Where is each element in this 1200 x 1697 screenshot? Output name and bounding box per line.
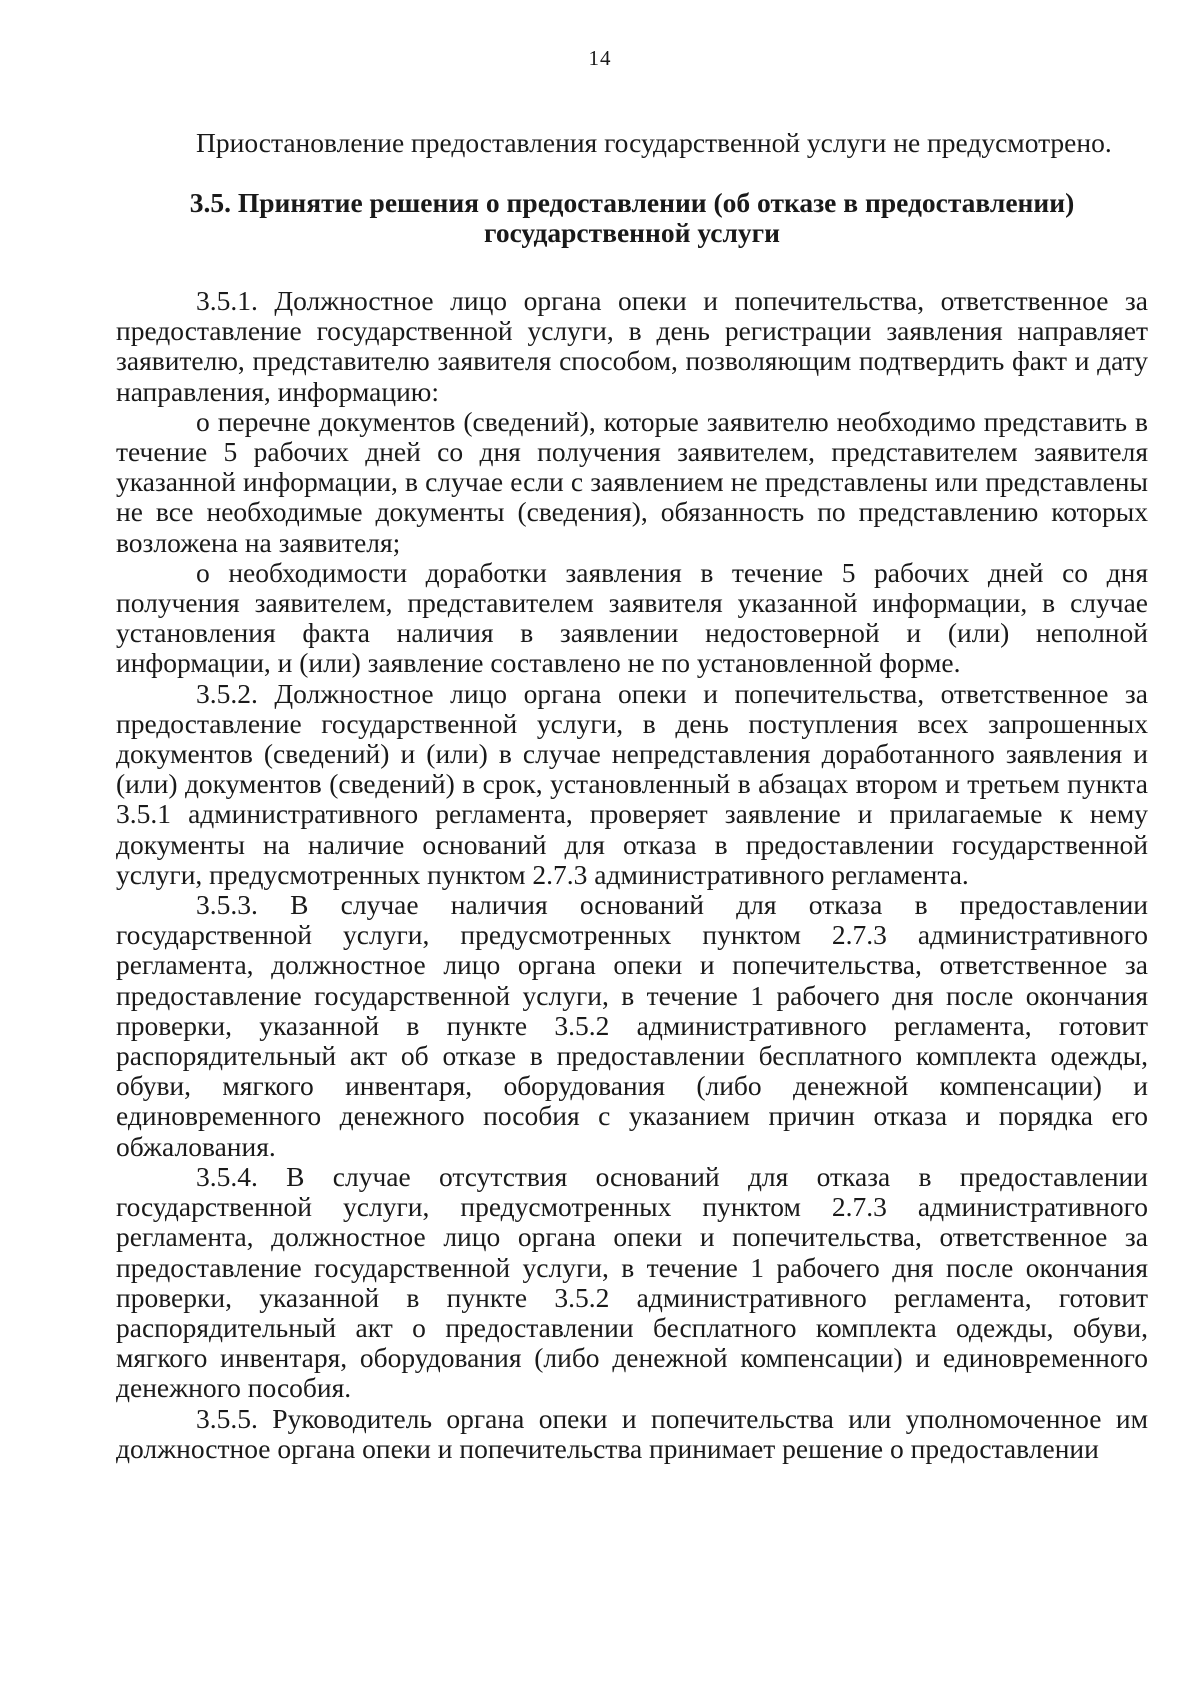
section-heading-line1: 3.5. Принятие решения о предоставлении (об отказе в предоставлении) — [189, 187, 1075, 218]
paragraph-3-5-5: 3.5.5. Руководитель органа опеки и попечительства или уполномоченное им должностное органа опеки и попечительства принимает решение о предоставлении — [116, 1402, 1148, 1464]
section-heading-line2: государственной услуги — [484, 217, 780, 248]
paragraph-3-5-1: 3.5.1. Должностное лицо органа опеки и попечительства, ответственное за предоставление государственной услуги, в день регистрации заявления направляет заявителю, представителю заявителя способом, позволяющим подтвердить факт и дату направления, информацию: — [116, 285, 1148, 407]
paragraph-3-5-3: 3.5.3. В случае наличия оснований для отказа в предоставлении государственной услуги, предусмотренных пунктом 2.7.3 административного регламента, должностное лицо органа опеки и попечительства, ответственное за предоставление государственной услуги, в течение 1 рабочего дня после окончания проверки, указанной в пункте 3.5.2 административного регламента, готовит распорядительный акт об отказе в предоставлении бесплатного комплекта одежды, обуви, мягкого инвентаря, оборудования (либо денежной компенсации) и единовременного денежного пособия с указанием причин отказа и порядка его обжалования. — [116, 889, 1148, 1162]
paragraph-3-5-2: 3.5.2. Должностное лицо органа опеки и попечительства, ответственное за предоставление государственной услуги, в день поступления всех запрошенных документов (сведений) и (или) в случае непредставления доработанного заявления и (или) документов (сведений) в срок, установленный в абзацах втором и третьем пункта 3.5.1 административного регламента, проверяет заявление и прилагаемые к нему документы на наличие оснований для отказа в предоставлении государственной услуги, предусмотренных пунктом 2.7.3 административного регламента. — [116, 677, 1148, 890]
section-body — [116, 286, 1148, 1464]
paragraph-list-item-documents: о перечне документов (сведений), которые заявителю необходимо представить в течение 5 рабочих дней со дня получения заявителем, представителем заявителя указанной информации, в случае если с заявлением не представлены или представлены не все необходимые документы (сведения), обязанность по представлению которых возложена на заявителя; — [116, 405, 1148, 558]
paragraph-3-5-4: 3.5.4. В случае отсутствия оснований для отказа в предоставлении государственной услуги, предусмотренных пунктом 2.7.3 административного регламента, должностное лицо органа опеки и попечительства, ответственное за предоставление государственной услуги, в течение 1 рабочего дня после окончания проверки, указанной в пункте 3.5.2 административного регламента, готовит распорядительный акт о предоставлении бесплатного комплекта одежды, обуви, мягкого инвентаря, оборудования (либо денежной компенсации) и единовременного денежного пособия. — [116, 1160, 1148, 1404]
paragraph-list-item-revision: о необходимости доработки заявления в течение 5 рабочих дней со дня получения заявителем, представителем заявителя указанной информации, в случае установления факта наличия в заявлении недостоверной и (или) неполной информации, и (или) заявление составлено не по установленной форме. — [116, 556, 1148, 679]
intro-line: Приостановление предоставления государственной услуги не предусмотрено. — [196, 127, 1112, 158]
section-heading — [116, 188, 1148, 248]
page-number: 14 — [588, 46, 612, 70]
